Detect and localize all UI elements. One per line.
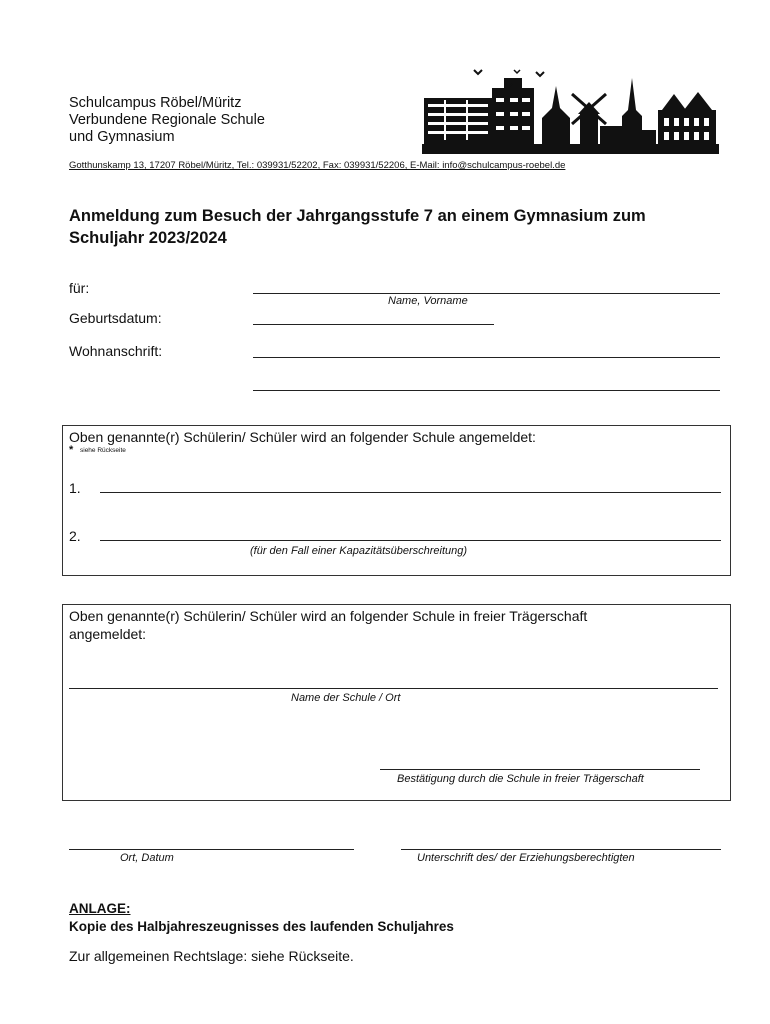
item-2-number: 2. bbox=[69, 528, 81, 544]
label-geburtsdatum: Geburtsdatum: bbox=[69, 310, 162, 326]
note-siehe-rueckseite: siehe Rückseite bbox=[80, 447, 126, 454]
caption-place-date: Ort, Datum bbox=[120, 852, 174, 864]
legal-note: Zur allgemeinen Rechtslage: siehe Rückseite. bbox=[69, 948, 354, 964]
caption-capacity: (für den Fall einer Kapazitätsüberschreitung) bbox=[250, 545, 468, 557]
school-choice-2-line[interactable] bbox=[100, 540, 721, 541]
caption-name: Name, Vorname bbox=[388, 295, 468, 307]
label-fuer: für: bbox=[69, 280, 90, 296]
page-title bbox=[69, 205, 729, 249]
label-wohnanschrift: Wohnanschrift: bbox=[69, 343, 163, 359]
confirmation-line[interactable] bbox=[380, 769, 700, 770]
school-name-line3: und Gymnasium bbox=[69, 129, 175, 145]
school-name-line2: Verbundene Regionale Schule bbox=[69, 112, 265, 128]
school-address: Gotthunskamp 13, 17207 Röbel/Müritz, Tel.: 039931/52202, Fax: 039931/52206, E-Mail: info@schulcampus-roebel.de bbox=[69, 160, 566, 171]
attachment-text: Kopie des Halbjahreszeugnisses des laufenden Schuljahres bbox=[69, 919, 454, 934]
title-line1: Anmeldung zum Besuch der Jahrgangsstufe 7 an einem Gymnasium zum bbox=[69, 207, 646, 225]
asterisk-mark: * bbox=[69, 444, 74, 456]
caption-school-name: Name der Schule / Ort bbox=[291, 692, 401, 704]
name-field-line[interactable] bbox=[253, 293, 720, 294]
item-1-number: 1. bbox=[69, 480, 81, 496]
guardian-signature-line[interactable] bbox=[401, 849, 721, 850]
box2-text bbox=[69, 607, 587, 643]
caption-confirmation: Bestätigung durch die Schule in freier Trägerschaft bbox=[397, 773, 644, 785]
school-name-line1: Schulcampus Röbel/Müritz bbox=[69, 95, 242, 111]
school-skyline-logo bbox=[422, 64, 719, 154]
box1-text: Oben genannte(r) Schülerin/ Schüler wird an folgender Schule angemeldet: bbox=[69, 429, 536, 445]
address-field-line-1[interactable] bbox=[253, 357, 720, 358]
attachment-section bbox=[69, 900, 454, 936]
school-choice-1-line[interactable] bbox=[100, 492, 721, 493]
box2-text-line2: angemeldet: bbox=[69, 626, 147, 642]
title-line2: Schuljahr 2023/2024 bbox=[69, 229, 227, 247]
address-field-line-2[interactable] bbox=[253, 390, 720, 391]
attachment-heading: ANLAGE: bbox=[69, 901, 131, 916]
birthdate-field-line[interactable] bbox=[253, 324, 494, 325]
private-school-name-line[interactable] bbox=[69, 688, 718, 689]
box2-text-line1: Oben genannte(r) Schülerin/ Schüler wird an folgender Schule in freier Trägerschaft bbox=[69, 608, 588, 624]
place-date-line[interactable] bbox=[69, 849, 354, 850]
caption-guardian-signature: Unterschrift des/ der Erziehungsberechtigten bbox=[417, 852, 635, 864]
school-name bbox=[69, 95, 265, 146]
